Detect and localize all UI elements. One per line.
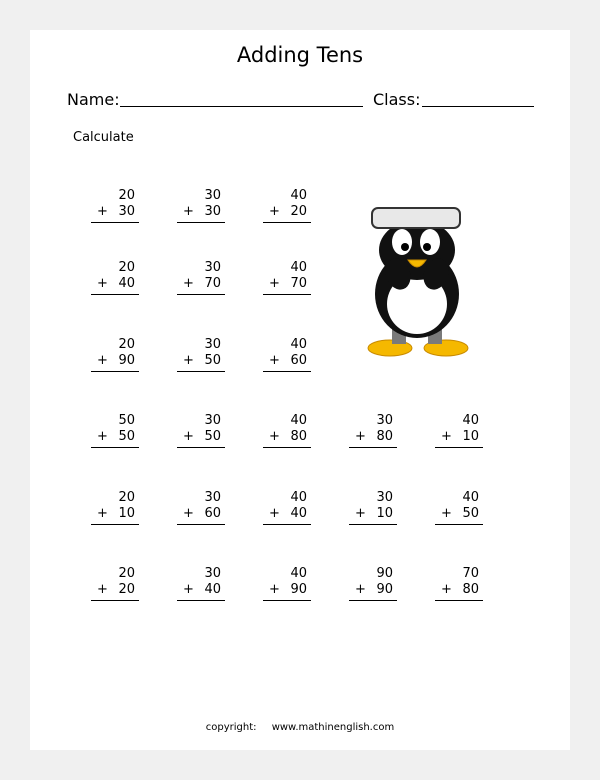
answer-line xyxy=(263,524,311,525)
problem-bottom-number: 70 xyxy=(204,276,221,291)
plus-sign: + xyxy=(269,353,280,368)
problem-top-number: 50 xyxy=(118,413,135,428)
plus-sign: + xyxy=(269,276,280,291)
addition-problem xyxy=(263,260,311,298)
plus-sign: + xyxy=(183,276,194,291)
problem-bottom-number: 60 xyxy=(290,353,307,368)
copyright-label: copyright: xyxy=(205,722,257,733)
answer-line xyxy=(177,600,225,601)
answer-line xyxy=(177,447,225,448)
plus-sign: + xyxy=(97,276,108,291)
copyright-footer xyxy=(30,722,570,733)
problem-top-number: 20 xyxy=(118,337,135,352)
plus-sign: + xyxy=(183,506,194,521)
problem-top-number: 90 xyxy=(376,566,393,581)
plus-sign: + xyxy=(97,429,108,444)
answer-line xyxy=(263,600,311,601)
problem-bottom-number: 20 xyxy=(118,582,135,597)
plus-sign: + xyxy=(183,582,194,597)
class-blank-line xyxy=(422,106,534,107)
problem-top-number: 40 xyxy=(290,188,307,203)
problem-bottom-number: 10 xyxy=(118,506,135,521)
problem-bottom-number: 80 xyxy=(376,429,393,444)
addition-problem xyxy=(91,490,139,528)
problem-top-number: 30 xyxy=(204,188,221,203)
plus-sign: + xyxy=(97,506,108,521)
worksheet-page xyxy=(30,30,570,750)
addition-problem xyxy=(349,566,397,604)
plus-sign: + xyxy=(441,506,452,521)
problem-top-number: 30 xyxy=(204,337,221,352)
answer-line xyxy=(177,524,225,525)
problem-bottom-number: 30 xyxy=(118,204,135,219)
addition-problem xyxy=(263,490,311,528)
problem-top-number: 30 xyxy=(376,413,393,428)
addition-problem xyxy=(177,188,225,226)
answer-line xyxy=(177,371,225,372)
problem-top-number: 30 xyxy=(204,490,221,505)
problem-bottom-number: 40 xyxy=(118,276,135,291)
addition-problem xyxy=(91,337,139,375)
problem-bottom-number: 20 xyxy=(290,204,307,219)
problem-top-number: 40 xyxy=(462,413,479,428)
plus-sign: + xyxy=(441,429,452,444)
problem-top-number: 20 xyxy=(118,490,135,505)
problem-top-number: 30 xyxy=(204,260,221,275)
problem-bottom-number: 30 xyxy=(204,204,221,219)
answer-line xyxy=(91,447,139,448)
answer-line xyxy=(349,447,397,448)
problem-bottom-number: 50 xyxy=(204,353,221,368)
addition-problem xyxy=(177,566,225,604)
addition-problem xyxy=(177,337,225,375)
addition-problem xyxy=(91,260,139,298)
answer-line xyxy=(91,600,139,601)
problem-bottom-number: 80 xyxy=(290,429,307,444)
plus-sign: + xyxy=(355,429,366,444)
addition-problem xyxy=(91,188,139,226)
addition-problem xyxy=(91,413,139,451)
plus-sign: + xyxy=(355,506,366,521)
name-label: Name: xyxy=(67,90,120,109)
problem-bottom-number: 60 xyxy=(204,506,221,521)
problem-top-number: 30 xyxy=(204,566,221,581)
plus-sign: + xyxy=(269,582,280,597)
problem-top-number: 40 xyxy=(462,490,479,505)
addition-problem xyxy=(263,337,311,375)
plus-sign: + xyxy=(269,429,280,444)
problem-top-number: 40 xyxy=(290,566,307,581)
answer-line xyxy=(263,371,311,372)
answer-line xyxy=(263,447,311,448)
answer-line xyxy=(435,600,483,601)
answer-line xyxy=(263,294,311,295)
addition-problem xyxy=(349,413,397,451)
problem-bottom-number: 50 xyxy=(462,506,479,521)
plus-sign: + xyxy=(355,582,366,597)
problem-top-number: 20 xyxy=(118,566,135,581)
plus-sign: + xyxy=(183,429,194,444)
answer-line xyxy=(349,524,397,525)
addition-problem xyxy=(177,413,225,451)
plus-sign: + xyxy=(97,582,108,597)
addition-problem xyxy=(263,566,311,604)
plus-sign: + xyxy=(97,204,108,219)
problem-bottom-number: 80 xyxy=(462,582,479,597)
problem-top-number: 40 xyxy=(290,413,307,428)
plus-sign: + xyxy=(269,506,280,521)
answer-line xyxy=(91,524,139,525)
answer-line xyxy=(177,222,225,223)
plus-sign: + xyxy=(97,353,108,368)
problem-bottom-number: 70 xyxy=(290,276,307,291)
problem-top-number: 30 xyxy=(376,490,393,505)
plus-sign: + xyxy=(183,353,194,368)
addition-problem xyxy=(349,490,397,528)
problem-top-number: 40 xyxy=(290,260,307,275)
addition-problem xyxy=(435,413,483,451)
answer-line xyxy=(91,222,139,223)
answer-line xyxy=(263,222,311,223)
instruction-text: Calculate xyxy=(73,130,134,145)
addition-problem xyxy=(177,490,225,528)
addition-problem xyxy=(177,260,225,298)
problem-bottom-number: 10 xyxy=(462,429,479,444)
problem-bottom-number: 50 xyxy=(118,429,135,444)
addition-problem xyxy=(435,490,483,528)
addition-problem xyxy=(263,413,311,451)
penguin-illustration xyxy=(362,202,472,362)
problem-top-number: 20 xyxy=(118,260,135,275)
problem-bottom-number: 90 xyxy=(376,582,393,597)
answer-line xyxy=(91,294,139,295)
problem-bottom-number: 40 xyxy=(204,582,221,597)
problem-bottom-number: 50 xyxy=(204,429,221,444)
problem-top-number: 20 xyxy=(118,188,135,203)
answer-line xyxy=(435,447,483,448)
answer-line xyxy=(349,600,397,601)
addition-problem xyxy=(435,566,483,604)
answer-line xyxy=(91,371,139,372)
problem-bottom-number: 10 xyxy=(376,506,393,521)
addition-problem xyxy=(91,566,139,604)
class-label: Class: xyxy=(373,90,421,109)
plus-sign: + xyxy=(183,204,194,219)
name-blank-line xyxy=(120,106,363,107)
answer-line xyxy=(435,524,483,525)
addition-problem xyxy=(263,188,311,226)
problem-top-number: 40 xyxy=(290,490,307,505)
problem-bottom-number: 90 xyxy=(290,582,307,597)
copyright-site: www.mathinenglish.com xyxy=(271,722,395,733)
plus-sign: + xyxy=(441,582,452,597)
plus-sign: + xyxy=(269,204,280,219)
worksheet-title: Adding Tens xyxy=(236,43,364,67)
problem-top-number: 30 xyxy=(204,413,221,428)
problem-bottom-number: 90 xyxy=(118,353,135,368)
answer-line xyxy=(177,294,225,295)
problem-bottom-number: 40 xyxy=(290,506,307,521)
problem-top-number: 40 xyxy=(290,337,307,352)
problem-top-number: 70 xyxy=(462,566,479,581)
